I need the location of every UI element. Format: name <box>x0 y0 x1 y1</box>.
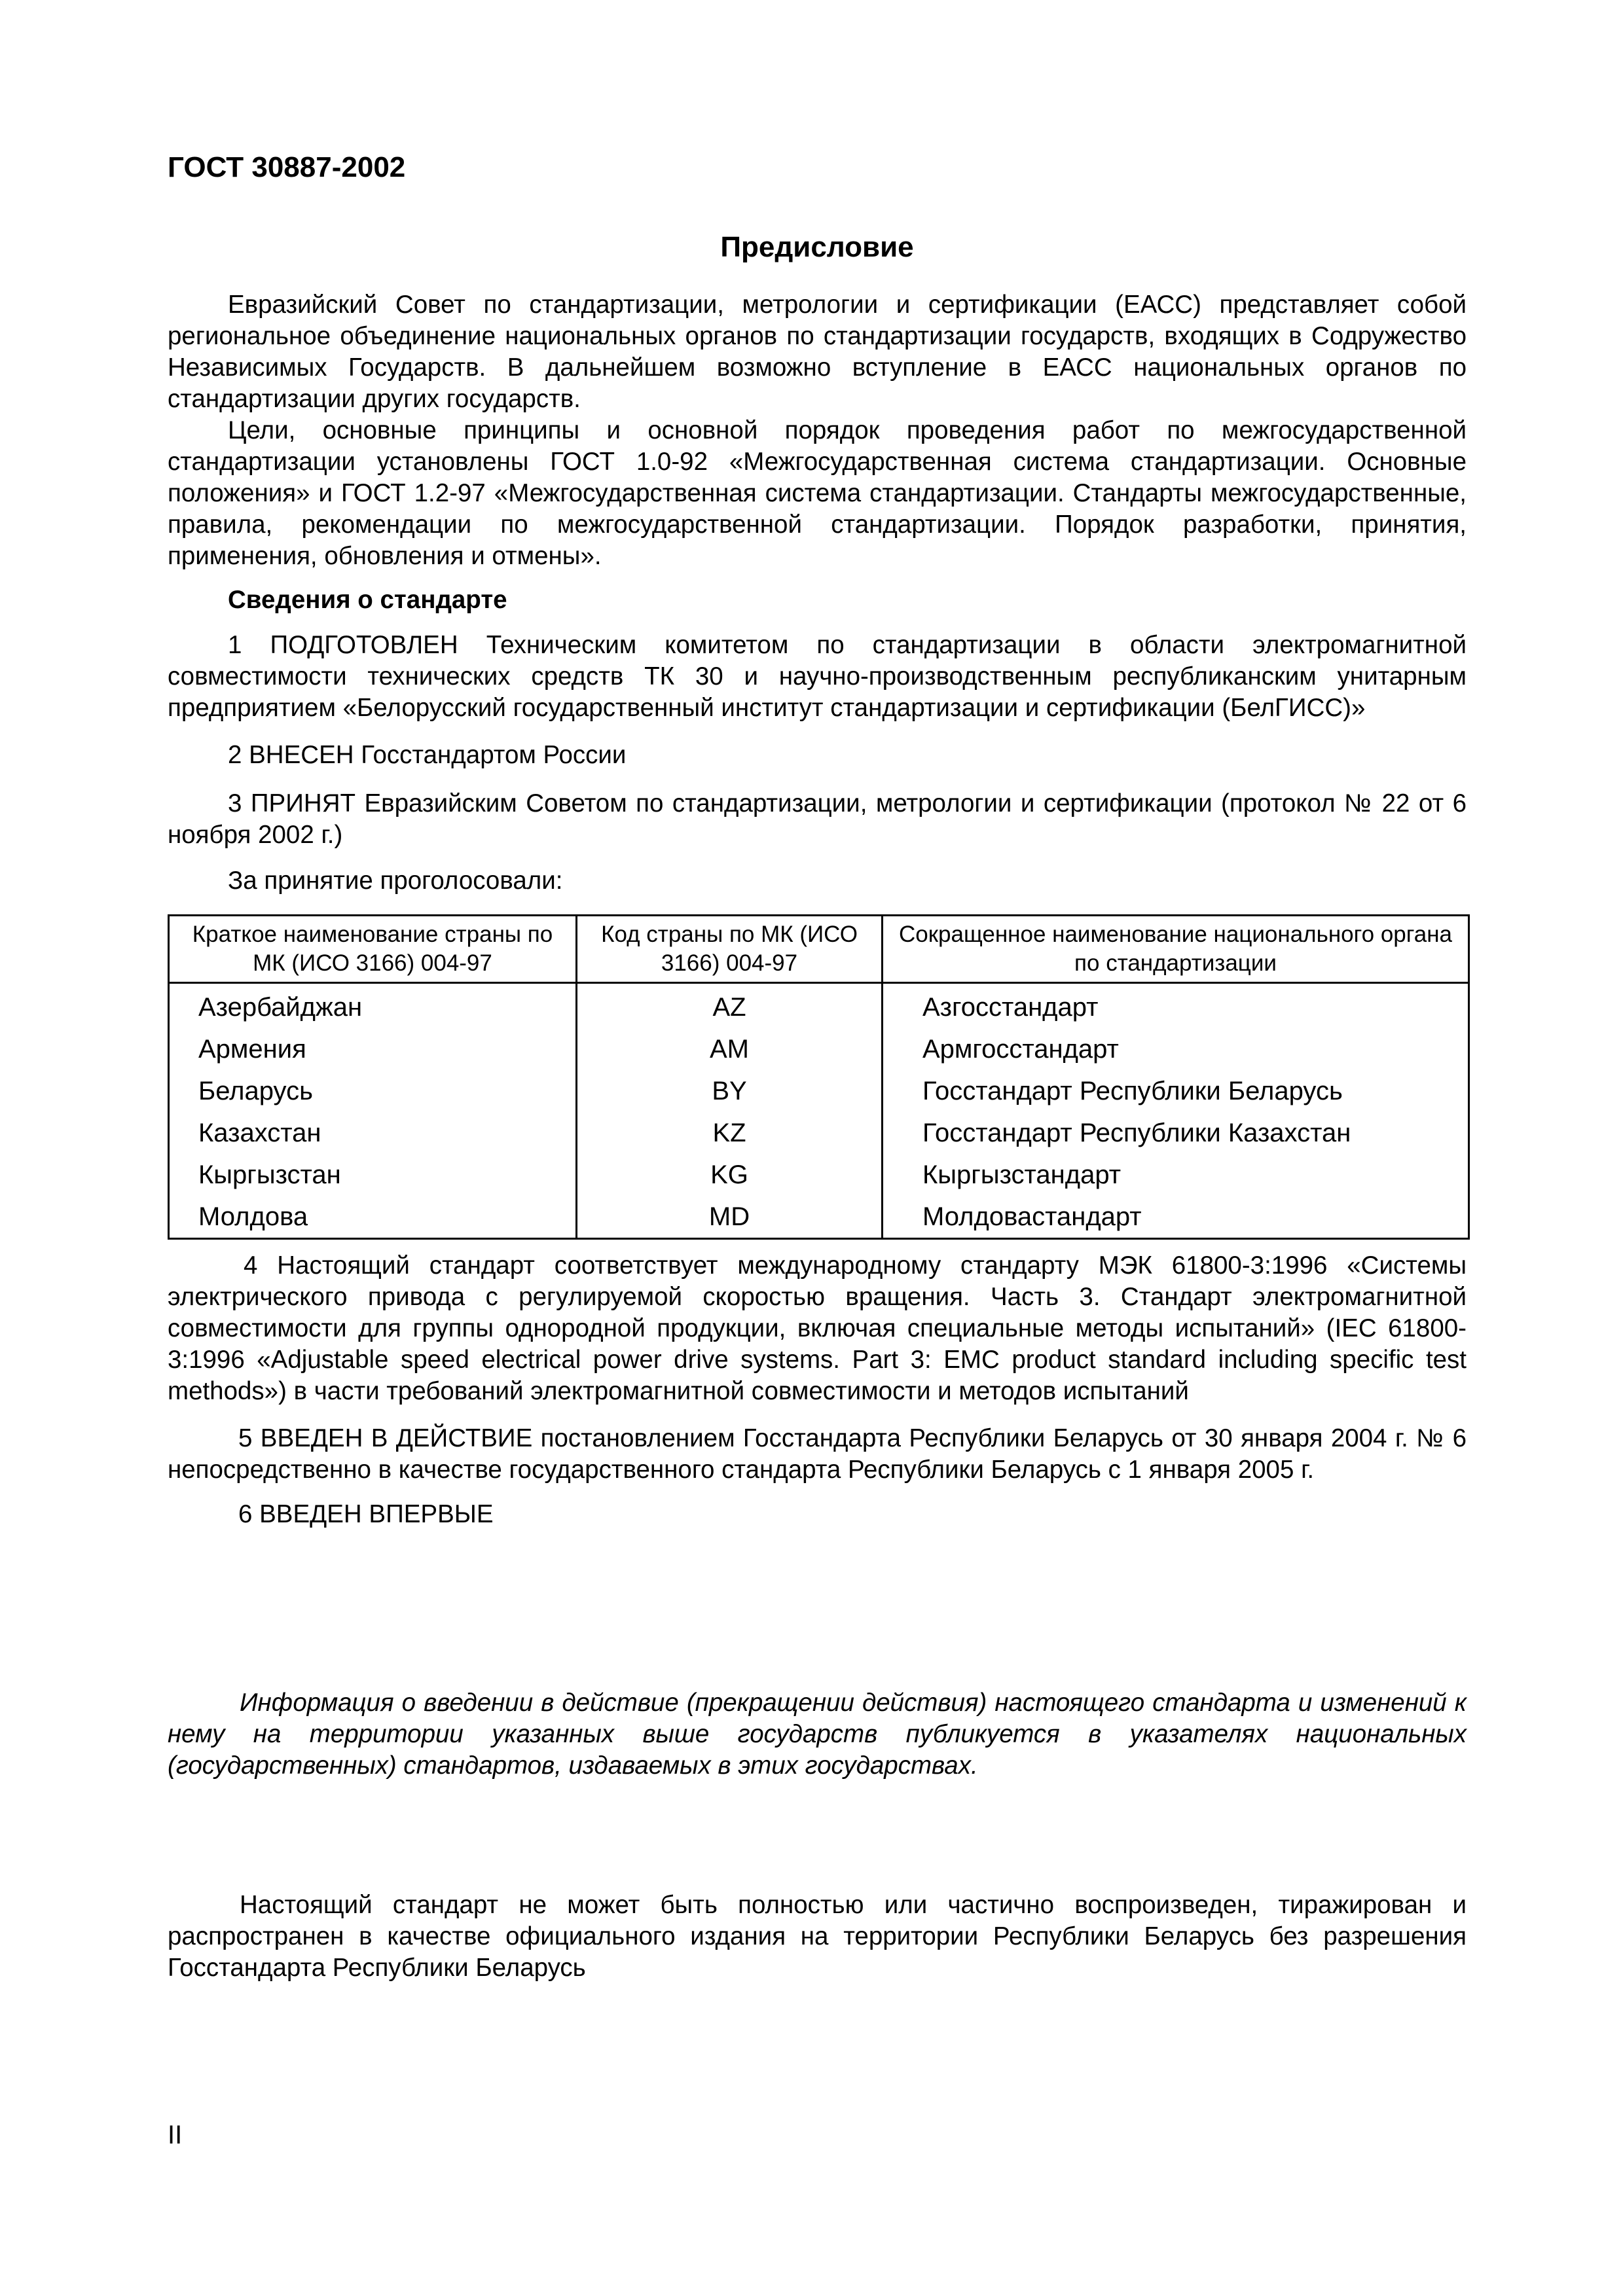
table-row <box>169 1028 1469 1070</box>
info-item-6: 6 ВВЕДЕН ВПЕРВЫЕ <box>238 1500 494 1528</box>
notice-text: Информация о введении в действие (прекращении действия) настоящего стандарта и изменений к нему на территории указанных выше государств публикуется в указателях национальных (государственных) стандартов, издаваемых в этих государствах. <box>168 1689 1467 1780</box>
standard-code-header: ГОСТ 30887-2002 <box>168 151 406 183</box>
table-row <box>169 1154 1469 1196</box>
column-header-code: Код страны по МК (ИСО 3166) 004-97 <box>577 916 883 983</box>
column-header-body: Сокращенное наименование национального органа по стандартизации <box>883 916 1469 983</box>
preface-body <box>168 289 1467 572</box>
country-cell: Кыргызстан <box>169 1154 577 1196</box>
preface-paragraph: Цели, основные принципы и основной порядок проведения работ по межгосударственной стандартизации установлены ГОСТ 1.0-92 «Межгосударственная система стандартизации. Основные положения» и ГОСТ 1.2-97 «Межгосударственная система стандартизации. Стандарты межгосударственные, правила, рекомендации по межгосударственной стандартизации. Порядок разработки, принятия, применения, обновления и отмены». <box>168 416 1467 570</box>
info-item-5: 5 ВВЕДЕН В ДЕЙСТВИЕ постановлением Госстандарта Республики Беларусь от 30 января 2004 г. № 6 непосредственно в качестве государственного стандарта Республики Беларусь с 1 января 2005 г. <box>168 1424 1467 1484</box>
preface-paragraph: Евразийский Совет по стандартизации, метрологии и сертификации (ЕАСС) представляет собой региональное объединение национальных органов по стандартизации государств, входящих в Содружество Независимых Государств. В дальнейшем возможно вступление в ЕАСС национальных органов по стандартизации других государств. <box>168 291 1467 413</box>
code-cell: AM <box>577 1028 883 1070</box>
body-cell: Азгосстандарт <box>883 983 1469 1029</box>
code-cell: AZ <box>577 983 883 1029</box>
table-header-row <box>169 916 1469 983</box>
body-cell: Молдовастандарт <box>883 1196 1469 1239</box>
table-row <box>169 983 1469 1029</box>
standard-info-heading: Сведения о стандарте <box>228 586 507 614</box>
country-cell: Азербайджан <box>169 983 577 1029</box>
code-cell: BY <box>577 1070 883 1112</box>
table-row <box>169 1070 1469 1112</box>
publication-notice <box>168 1687 1467 1782</box>
info-item-4: 4 Настоящий стандарт соответствует международному стандарту МЭК 61800-3:1996 «Системы электрического привода с регулируемой скоростью вращения. Часть 3. Стандарт электромагнитной совместимости для группы однородной продукции, включая специальные методы испытаний» (IEC 61800-3:1996 «Adjustable speed electrical power drive systems. Part 3: EMC product standard including specific test methods») в части требований электромагнитной совместимости и методов испытаний <box>168 1251 1467 1405</box>
table-row <box>169 1196 1469 1239</box>
info-item-1: 1 ПОДГОТОВЛЕН Техническим комитетом по стандартизации в области электромагнитной совместимости технических средств ТК 30 и научно-производственным республиканским унитарным предприятием «Белорусский государственный институт стандартизации и сертификации (БелГИСС)» <box>168 631 1467 722</box>
voting-table <box>168 914 1470 1240</box>
code-cell: KG <box>577 1154 883 1196</box>
code-cell: MD <box>577 1196 883 1239</box>
page-number: II <box>168 2121 183 2149</box>
info-item-3: 3 ПРИНЯТ Евразийским Советом по стандартизации, метрологии и сертификации (протокол № 22 от 6 ноября 2002 г.) <box>168 789 1467 849</box>
copyright-notice: Настоящий стандарт не может быть полностью или частично воспроизведен, тиражирован и распространен в качестве официального издания на территории Республики Беларусь без разрешения Госстандарта Республики Беларусь <box>168 1891 1467 1982</box>
country-cell: Беларусь <box>169 1070 577 1112</box>
country-cell: Казахстан <box>169 1112 577 1154</box>
country-cell: Молдова <box>169 1196 577 1239</box>
body-cell: Армгосстандарт <box>883 1028 1469 1070</box>
body-cell: Кыргызстандарт <box>883 1154 1469 1196</box>
code-cell: KZ <box>577 1112 883 1154</box>
body-cell: Госстандарт Республики Беларусь <box>883 1070 1469 1112</box>
body-cell: Госстандарт Республики Казахстан <box>883 1112 1469 1154</box>
voted-intro: За принятие проголосовали: <box>228 867 563 895</box>
preface-title: Предисловие <box>720 231 914 263</box>
table-row <box>169 1112 1469 1154</box>
country-cell: Армения <box>169 1028 577 1070</box>
info-item-2: 2 ВНЕСЕН Госстандартом России <box>228 741 627 769</box>
column-header-country: Краткое наименование страны по МК (ИСО 3166) 004-97 <box>169 916 577 983</box>
